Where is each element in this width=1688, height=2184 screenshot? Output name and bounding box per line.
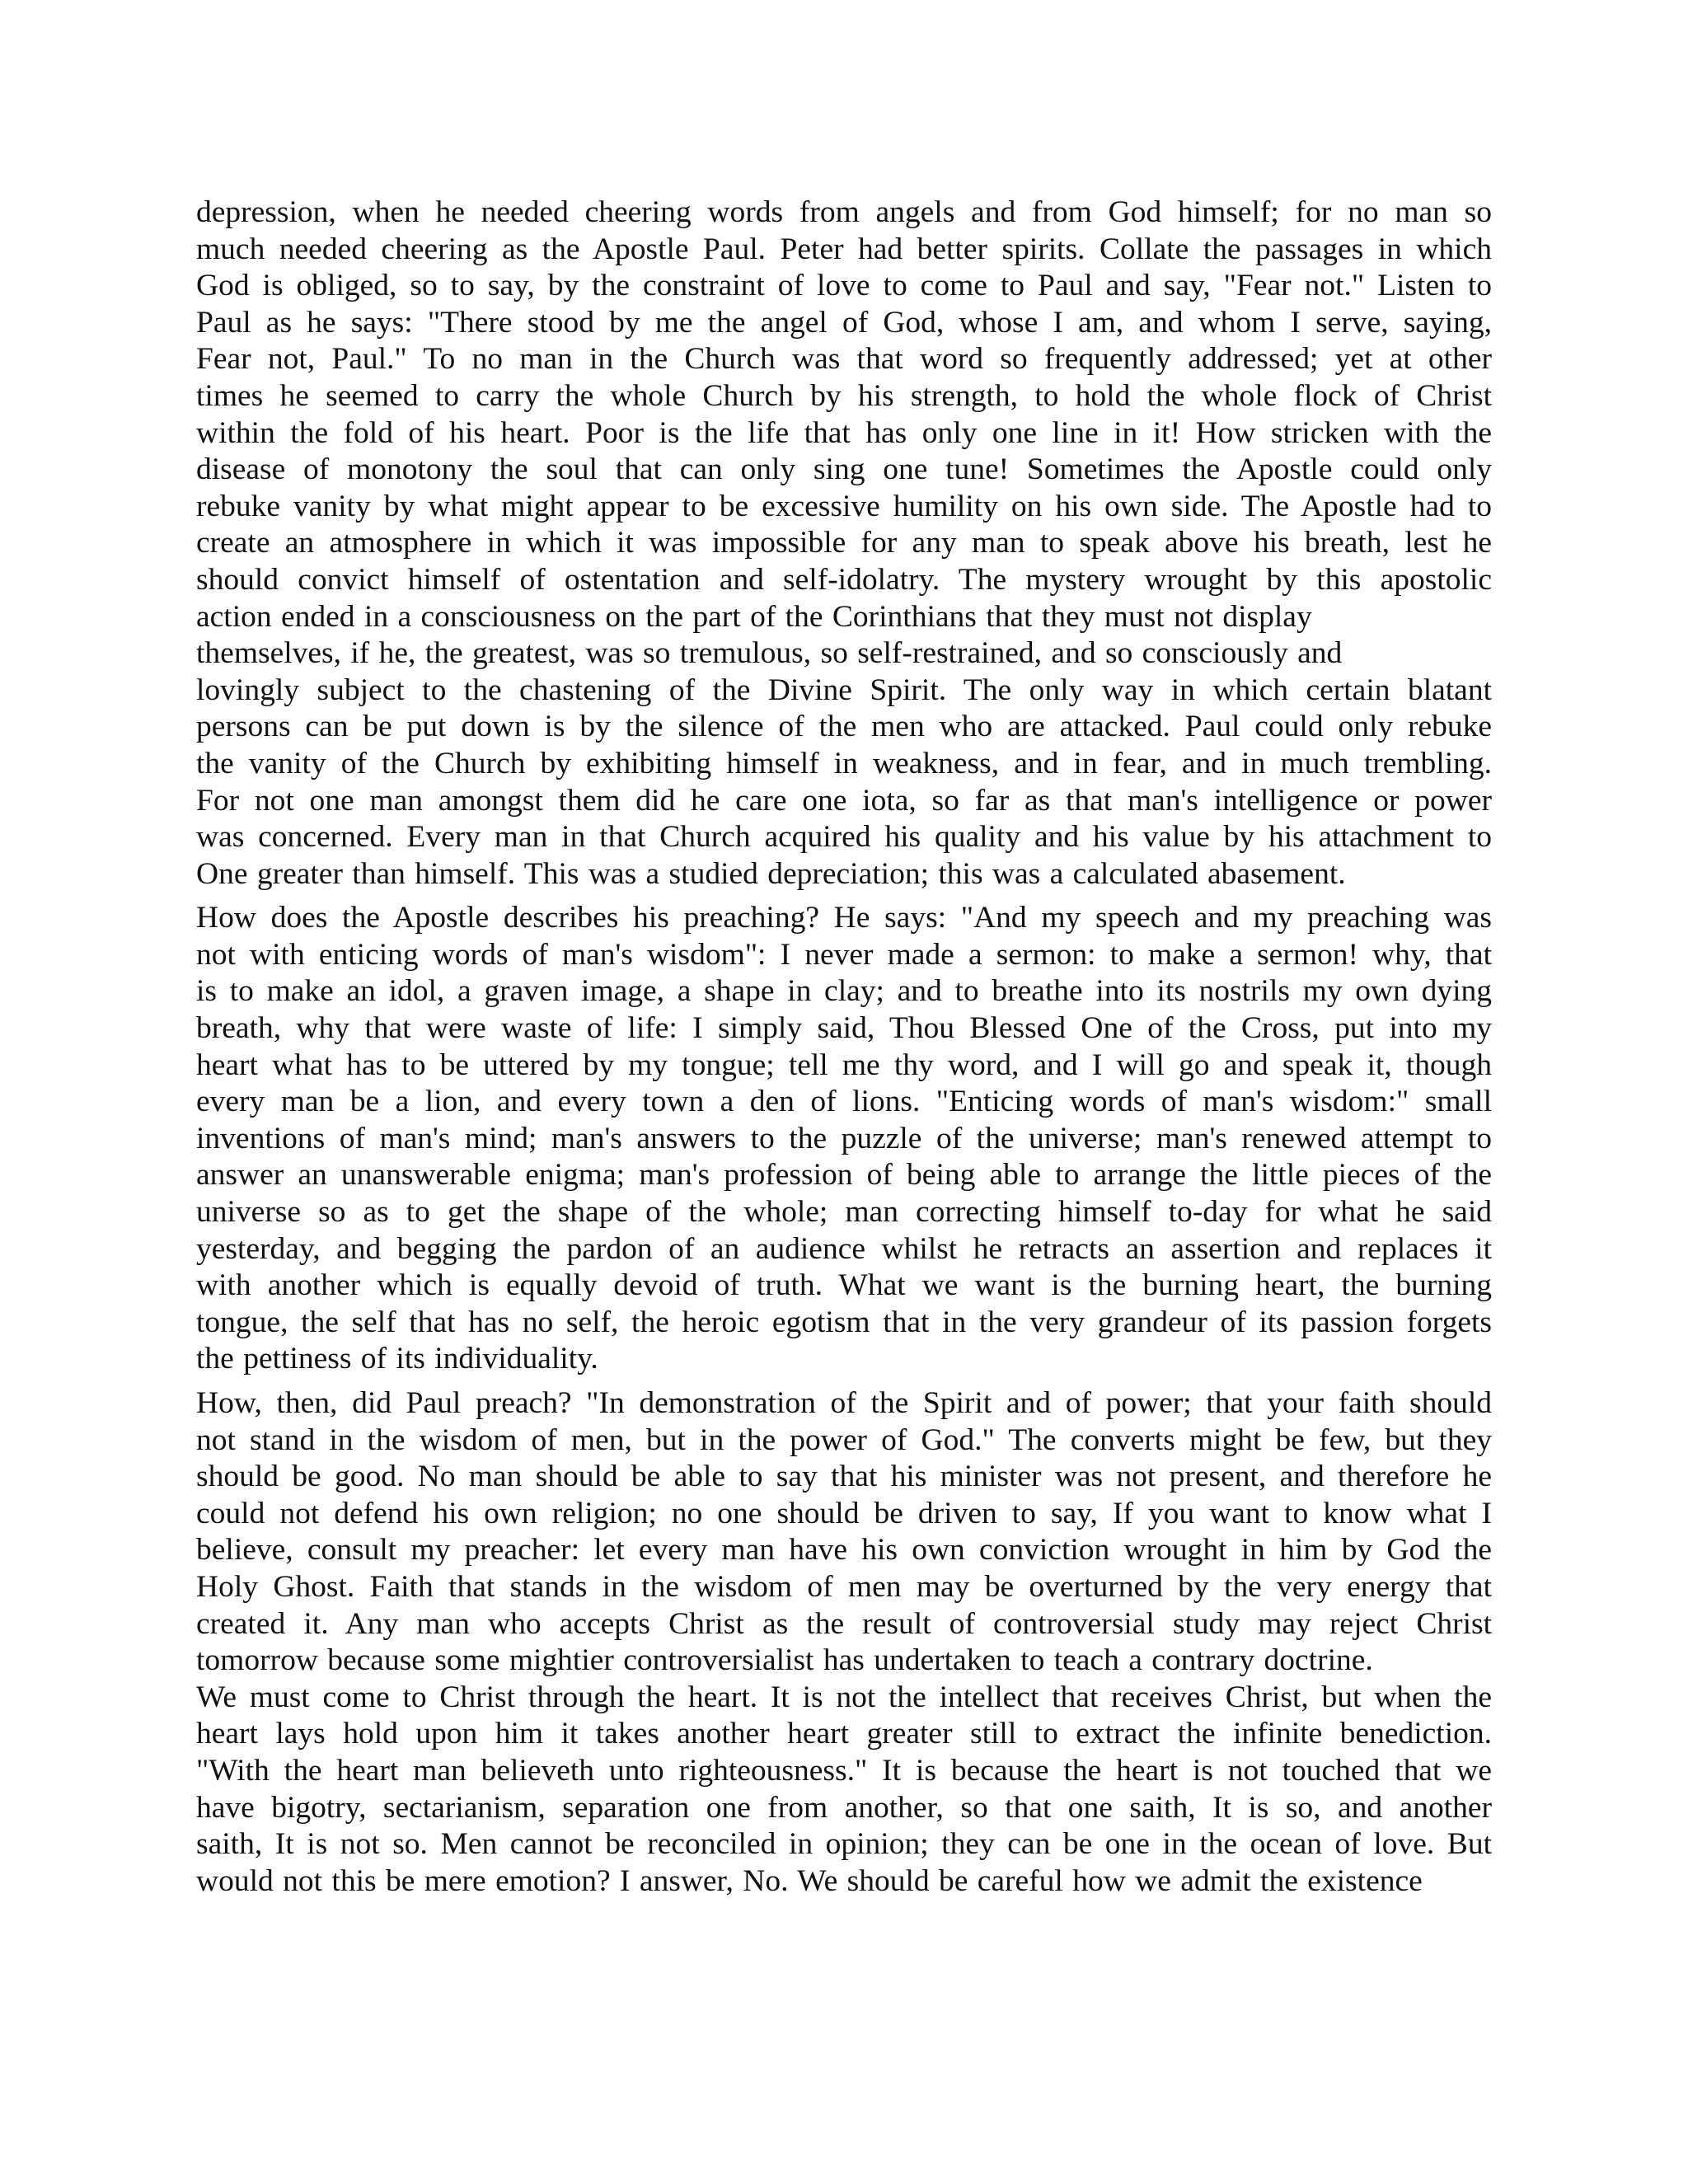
text-line: disease of monotony the soul that can only sing one tune! Sometimes the Apostle could only [196,452,1492,487]
text-line: answer an unanswerable enigma; man's profession of being able to arrange the little pieces of the [196,1158,1492,1193]
paragraph [196,900,1492,1378]
paragraph [196,1385,1492,1900]
text-line: action ended in a consciousness on the part of the Corinthians that they must not display [196,599,1312,634]
text-line: believe, consult my preacher: let every man have his own conviction wrought in him by God the [196,1533,1492,1568]
text-line: have bigotry, sectarianism, separation one from another, so that one saith, It is so, and another [196,1790,1492,1825]
text-line: We must come to Christ through the heart. It is not the intellect that receives Christ, but when the [196,1680,1492,1714]
text-line: inventions of man's mind; man's answers to the puzzle of the universe; man's renewed attempt to [196,1121,1492,1155]
text-line: tomorrow because some mightier controversialist has undertaken to teach a contrary doctrine. [196,1643,1373,1678]
text-line: How, then, did Paul preach? "In demonstration of the Spirit and of power; that your faith should [196,1386,1492,1420]
text-line: is to make an idol, a graven image, a shape in clay; and to breathe into its nostrils my own dying [196,974,1492,1009]
text-line: within the fold of his heart. Poor is the life that has only one line in it! How stricken with the [196,415,1492,450]
text-line: Holy Ghost. Faith that stands in the wisdom of men may be overturned by the very energy that [196,1569,1492,1604]
text-line: not stand in the wisdom of men, but in the power of God." The converts might be few, but they [196,1422,1492,1457]
text-line: with another which is equally devoid of truth. What we want is the burning heart, the burning [196,1268,1492,1303]
text-line: create an atmosphere in which it was impossible for any man to speak above his breath, lest he [196,526,1492,560]
text-line: the vanity of the Church by exhibiting himself in weakness, and in fear, and in much trembling. [196,746,1492,780]
text-line: depression, when he needed cheering words from angels and from God himself; for no man so [196,195,1492,229]
text-line: was concerned. Every man in that Church acquired his quality and his value by his attachment to [196,820,1492,855]
text-line: lovingly subject to the chastening of the Divine Spirit. The only way in which certain blatant [196,673,1492,707]
text-line: "With the heart man believeth unto righteousness." It is because the heart is not touched that we [196,1753,1492,1788]
text-line: For not one man amongst them did he care one iota, so far as that man's intelligence or power [196,783,1492,818]
text-line: breath, why that were waste of life: I simply said, Thou Blessed One of the Cross, put into my [196,1011,1492,1046]
text-line: persons can be put down is by the silence of the men who are attacked. Paul could only rebuke [196,710,1492,744]
text-line: heart what has to be uttered by my tongue; tell me thy word, and I will go and speak it, though [196,1047,1492,1082]
text-line: not with enticing words of man's wisdom": I never made a sermon: to make a sermon! why, that [196,937,1492,972]
text-line: themselves, if he, the greatest, was so tremulous, so self-restrained, and so consciously and [196,636,1343,671]
text-line: could not defend his own religion; no one should be driven to say, If you want to know what I [196,1496,1492,1530]
text-line: heart lays hold upon him it takes another heart greater still to extract the infinite benediction. [196,1717,1492,1751]
text-line: Fear not, Paul." To no man in the Church was that word so frequently addressed; yet at other [196,342,1492,377]
text-line: every man be a lion, and every town a den of lions. "Enticing words of man's wisdom:" small [196,1085,1492,1119]
text-line: rebuke vanity by what might appear to be excessive humility on his own side. The Apostle had to [196,489,1492,523]
body-text [196,194,1492,1900]
paragraph [196,194,1492,893]
text-line: One greater than himself. This was a studied depreciation; this was a calculated abasement. [196,856,1346,891]
text-line: would not this be mere emotion? I answer, No. We should be careful how we admit the existence [196,1863,1423,1898]
text-line: universe so as to get the shape of the whole; man correcting himself to-day for what he said [196,1195,1492,1230]
text-line: should convict himself of ostentation and self-idolatry. The mystery wrought by this apostolic [196,562,1492,597]
text-line: should be good. No man should be able to say that his minister was not present, and therefore he [196,1460,1492,1494]
text-line: much needed cheering as the Apostle Paul. Peter had better spirits. Collate the passages in which [196,232,1492,266]
text-line: God is obliged, so to say, by the constraint of love to come to Paul and say, "Fear not." Listen to [196,269,1492,303]
text-line: saith, It is not so. Men cannot be reconciled in opinion; they can be one in the ocean of love. But [196,1827,1492,1862]
text-line: times he seemed to carry the whole Church by his strength, to hold the whole flock of Christ [196,378,1492,413]
text-line: yesterday, and begging the pardon of an audience whilst he retracts an assertion and replaces it [196,1231,1492,1266]
text-line: tongue, the self that has no self, the heroic egotism that in the very grandeur of its passion forgets [196,1305,1492,1339]
text-line: the pettiness of its individuality. [196,1342,598,1376]
text-line: How does the Apostle describes his preaching? He says: "And my speech and my preaching was [196,901,1492,935]
text-line: Paul as he says: "There stood by me the angel of God, whose I am, and whom I serve, saying, [196,305,1492,340]
text-line: created it. Any man who accepts Christ as the result of controversial study may reject Christ [196,1606,1492,1641]
